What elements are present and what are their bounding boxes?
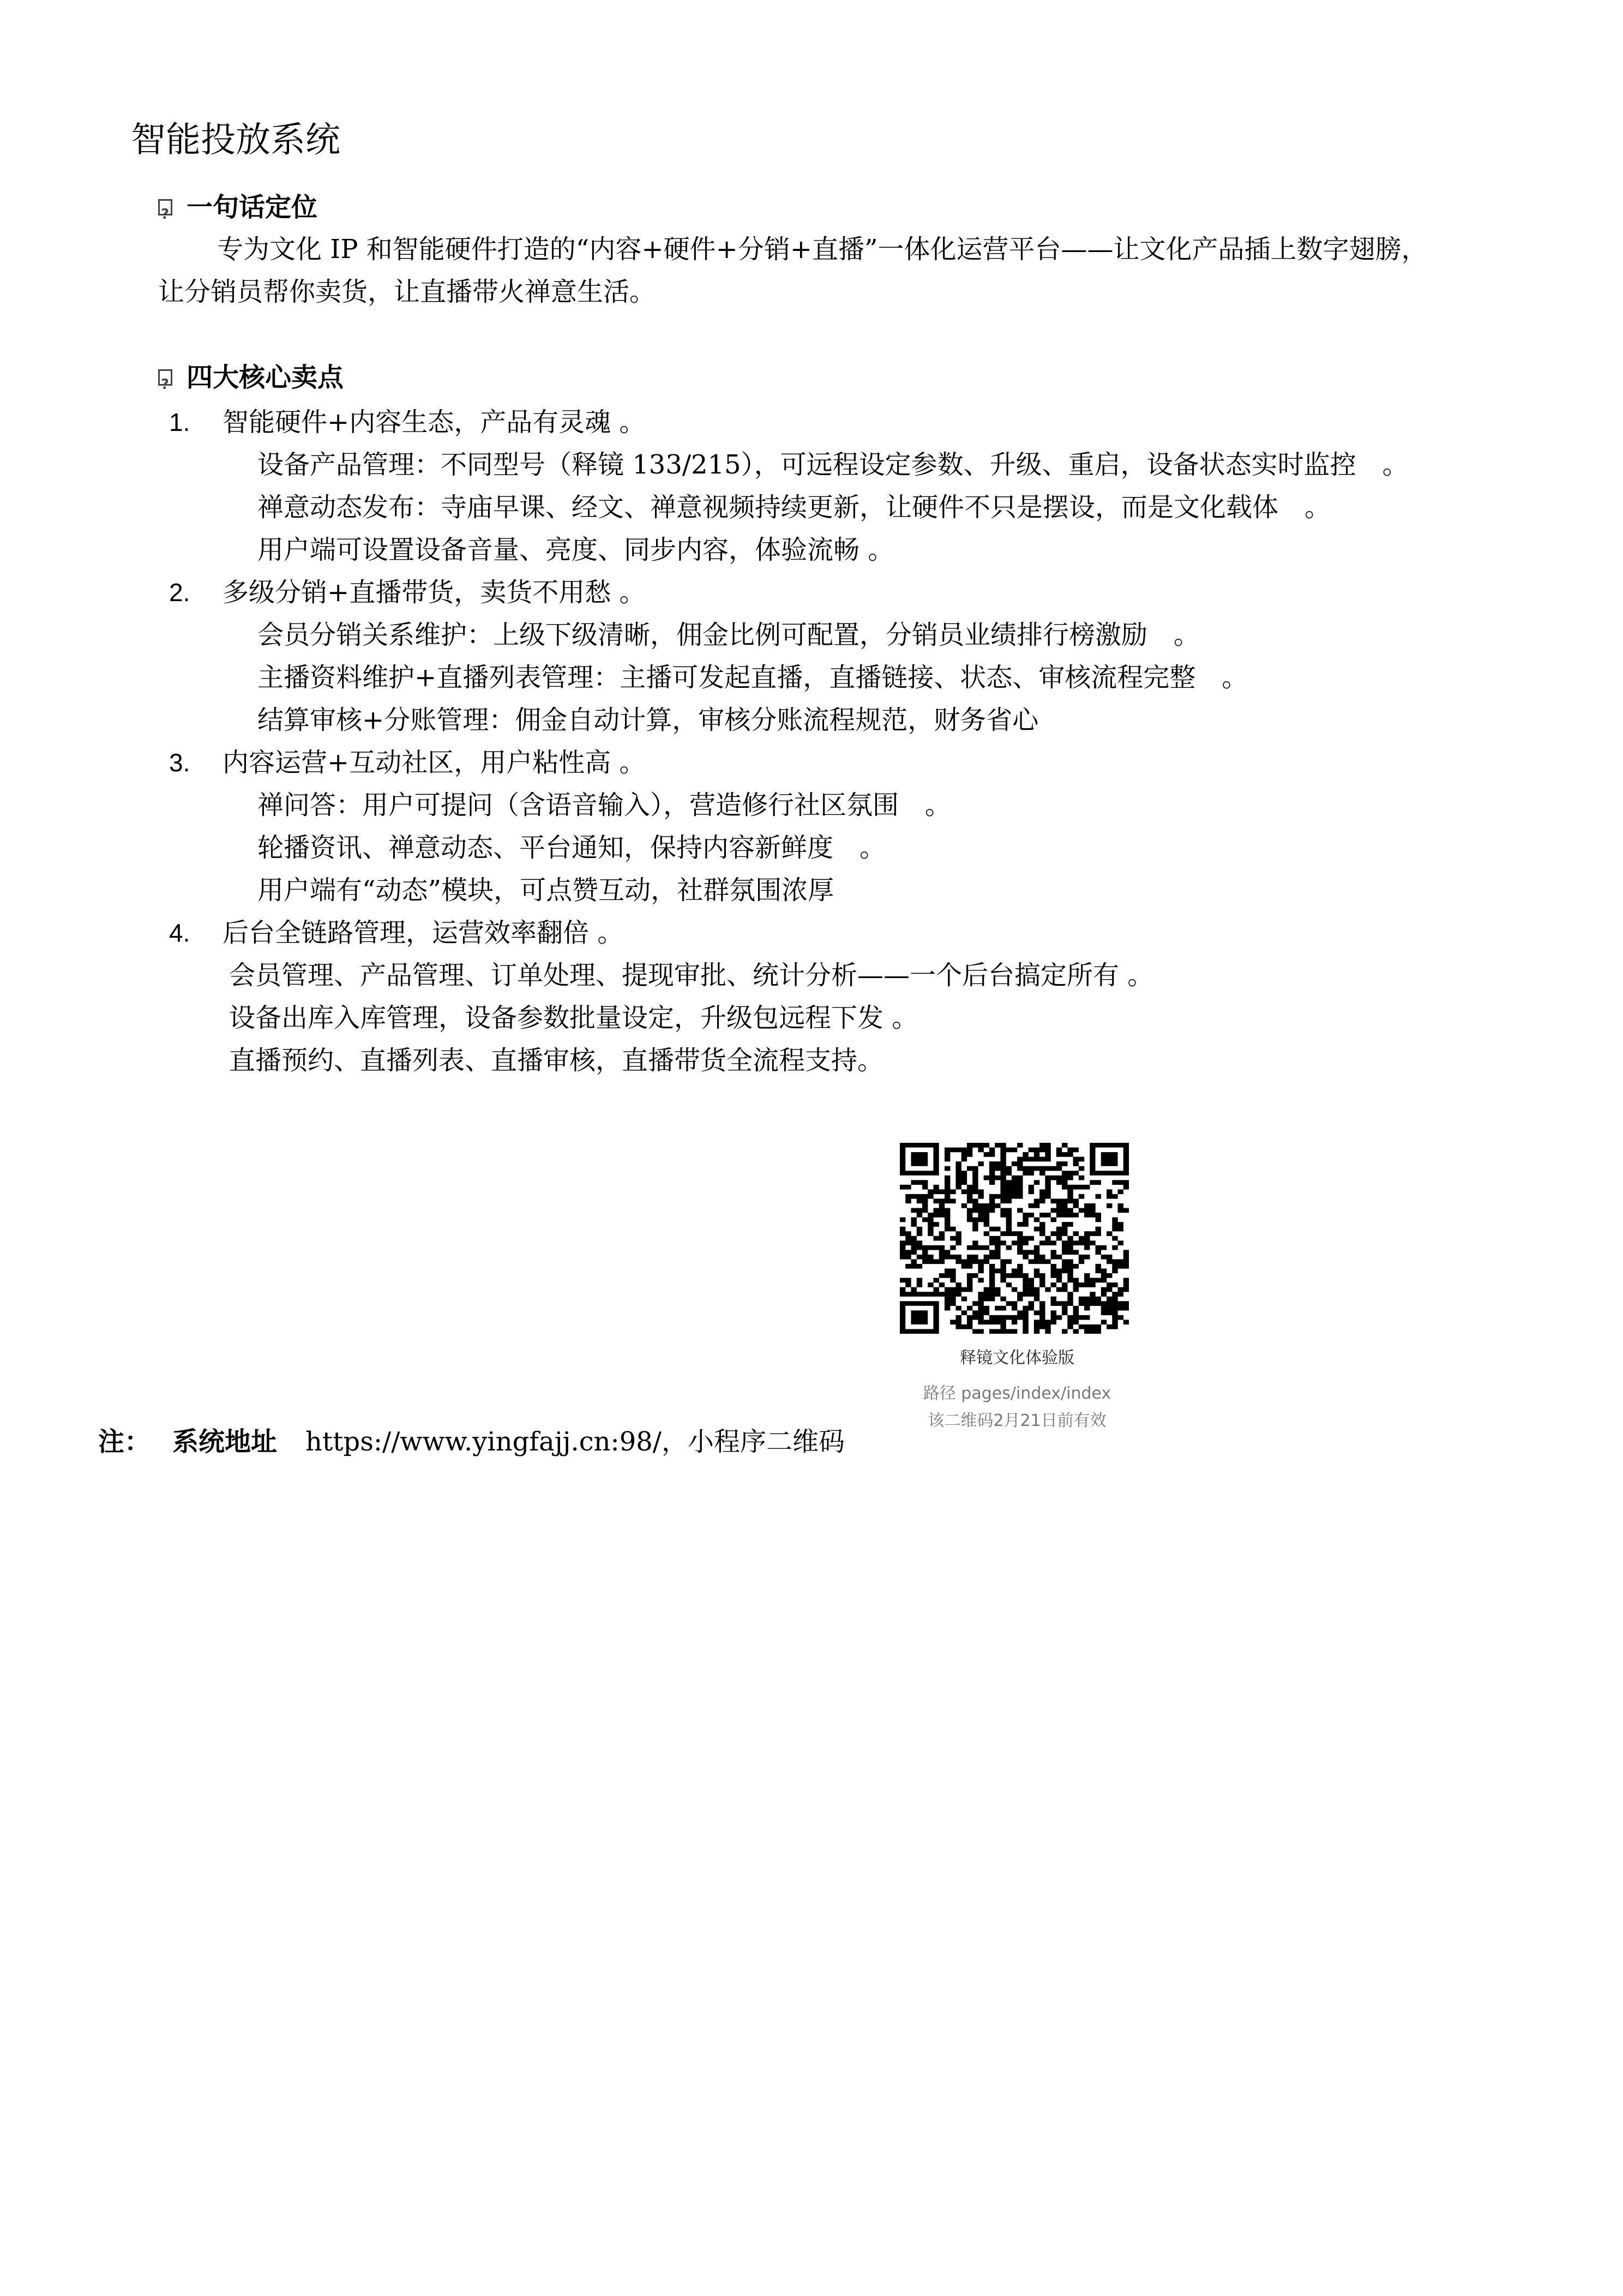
- note-label: 注：: [98, 1426, 151, 1457]
- list-item-detail: 禅问答：用户可提问（含语音输入），营造修行社区氛围 。: [257, 790, 952, 820]
- list-item-detail: 会员分销关系维护：上级下级清晰，佣金比例可配置，分销员业绩排行榜激励 。: [257, 620, 1200, 650]
- positioning-line-1: 专为文化 IP 和智能硬件打造的“内容+硬件+分销+直播”一体化运营平台——让文化产品插上数字翅膀，: [217, 234, 1428, 265]
- list-item-number: 4.: [169, 919, 190, 947]
- section-heading-text: 四大核心卖点: [187, 362, 344, 393]
- list-item-number: 2.: [169, 578, 190, 607]
- list-item-detail: 主播资料维护+直播列表管理：主播可发起直播，直播链接、状态、审核流程完整 。: [257, 662, 1248, 693]
- list-item-detail: 设备出库入库管理，设备参数批量设定，升级包远程下发 。: [229, 1003, 918, 1033]
- qr-code-image[interactable]: [900, 1143, 1129, 1334]
- list-item-detail: 结算审核+分账管理：佣金自动计算，审核分账流程规范，财务省心: [257, 705, 1039, 735]
- positioning-line-2: 让分销员帮你卖货，让直播带火禅意生活。: [158, 277, 656, 307]
- list-item-detail: 用户端可设置设备音量、亮度、同步内容，体验流畅 。: [257, 535, 894, 565]
- list-item-detail: 会员管理、产品管理、订单处理、提现审批、统计分析——一个后台搞定所有 。: [229, 960, 1154, 991]
- missing-glyph-icon: [158, 369, 172, 386]
- note-suffix: ，小程序二维码: [661, 1426, 845, 1457]
- list-item-detail: 轮播资讯、禅意动态、平台通知，保持内容新鲜度 。: [257, 832, 886, 863]
- list-item-number: 3.: [169, 748, 190, 777]
- qr-validity: 该二维码2月21日前有效: [928, 1411, 1107, 1430]
- system-url-link[interactable]: https://www.yingfajj.cn:98/: [305, 1426, 662, 1457]
- note-line: [98, 1423, 845, 1461]
- list-item-detail: 设备产品管理：不同型号（释镜 133/215），可远程设定参数、升级、重启，设备状态实时监控 。: [257, 449, 1409, 480]
- document-title: 智能投放系统: [131, 120, 340, 160]
- qr-title: 释镜文化体验版: [960, 1348, 1074, 1368]
- section-heading-positioning: [158, 188, 317, 226]
- system-address-label: 系统地址: [172, 1426, 278, 1457]
- list-item-title: 内容运营+互动社区，用户粘性高 。: [223, 747, 646, 778]
- list-item-title: 后台全链路管理，运营效率翻倍 。: [223, 918, 624, 948]
- list-item-title: 多级分销+直播带货，卖货不用愁 。: [223, 577, 646, 608]
- list-item-number: 1.: [169, 408, 190, 436]
- list-item-title: 智能硬件+内容生态，产品有灵魂 。: [223, 407, 646, 437]
- list-item-detail: 直播预约、直播列表、直播审核，直播带货全流程支持。: [229, 1045, 884, 1076]
- list-item-detail: 用户端有“动态”模块，可点赞互动，社群氛围浓厚: [257, 875, 834, 906]
- section-heading-selling-points: [158, 358, 344, 397]
- qr-path: 路径 pages/index/index: [923, 1384, 1111, 1403]
- section-heading-text: 一句话定位: [187, 192, 318, 223]
- qr-code-block: [900, 1143, 1134, 1430]
- missing-glyph-icon: [158, 199, 172, 215]
- list-item-detail: 禅意动态发布：寺庙早课、经文、禅意视频持续更新，让硬件不只是摆设，而是文化载体 。: [257, 492, 1331, 523]
